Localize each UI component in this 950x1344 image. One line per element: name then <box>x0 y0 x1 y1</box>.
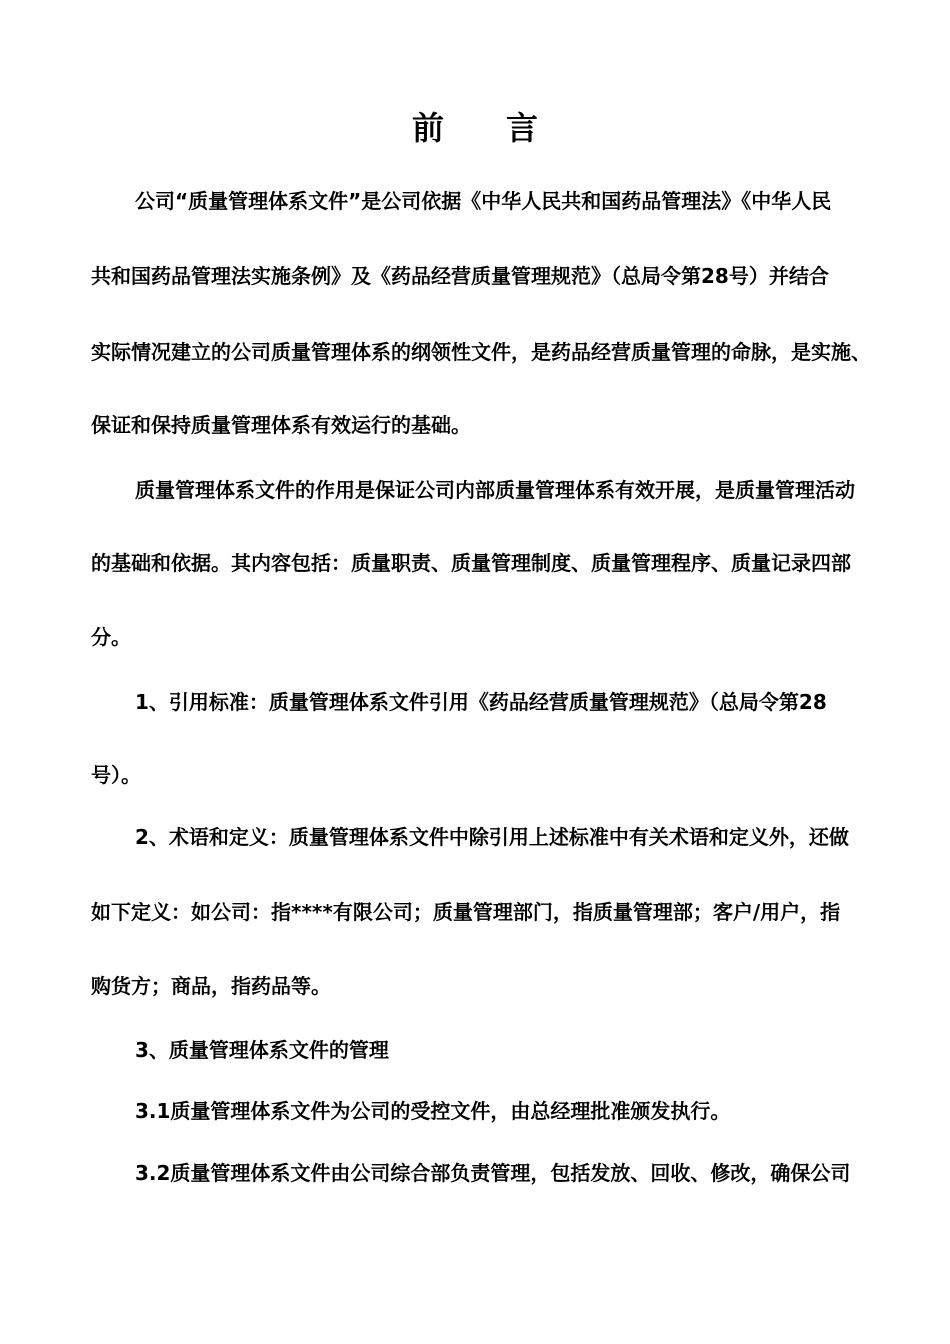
paragraph-line: 2、术语和定义：质量管理体系文件中除引用上述标准中有关术语和定义外，还做 <box>135 825 849 849</box>
paragraph-line: 分。 <box>91 625 131 649</box>
paragraph-line: 1、引用标准：质量管理体系文件引用《药品经营质量管理规范》（总局令第28 <box>135 690 827 714</box>
paragraph-line: 号）。 <box>91 763 141 787</box>
paragraph-line: 质量管理体系文件的作用是保证公司内部质量管理体系有效开展，是质量管理活动 <box>135 478 855 502</box>
paragraph-line: 如下定义：如公司：指****有限公司；质量管理部门，指质量管理部；客户/用户，指 <box>91 900 841 924</box>
paragraph-line: 保证和保持质量管理体系有效运行的基础。 <box>91 413 471 437</box>
paragraph-line: 3.1质量管理体系文件为公司的受控文件，由总经理批准颁发执行。 <box>135 1099 731 1123</box>
paragraph-line: 公司“质量管理体系文件”是公司依据《中华人民共和国药品管理法》《中华人民 <box>135 189 832 213</box>
paragraph-line: 的基础和依据。其内容包括：质量职责、质量管理制度、质量管理程序、质量记录四部 <box>91 551 851 575</box>
paragraph-line: 3.2质量管理体系文件由公司综合部负责管理，包括发放、回收、修改，确保公司 <box>135 1161 851 1185</box>
page-title: 前言 <box>411 109 600 147</box>
section-heading: 3、质量管理体系文件的管理 <box>135 1038 389 1062</box>
paragraph-line: 购货方；商品，指药品等。 <box>91 974 331 998</box>
paragraph-line: 实际情况建立的公司质量管理体系的纲领性文件，是药品经营质量管理的命脉，是实施、 <box>91 340 871 364</box>
paragraph-line: 共和国药品管理法实施条例》及《药品经营质量管理规范》（总局令第28号）并结合 <box>91 264 829 288</box>
